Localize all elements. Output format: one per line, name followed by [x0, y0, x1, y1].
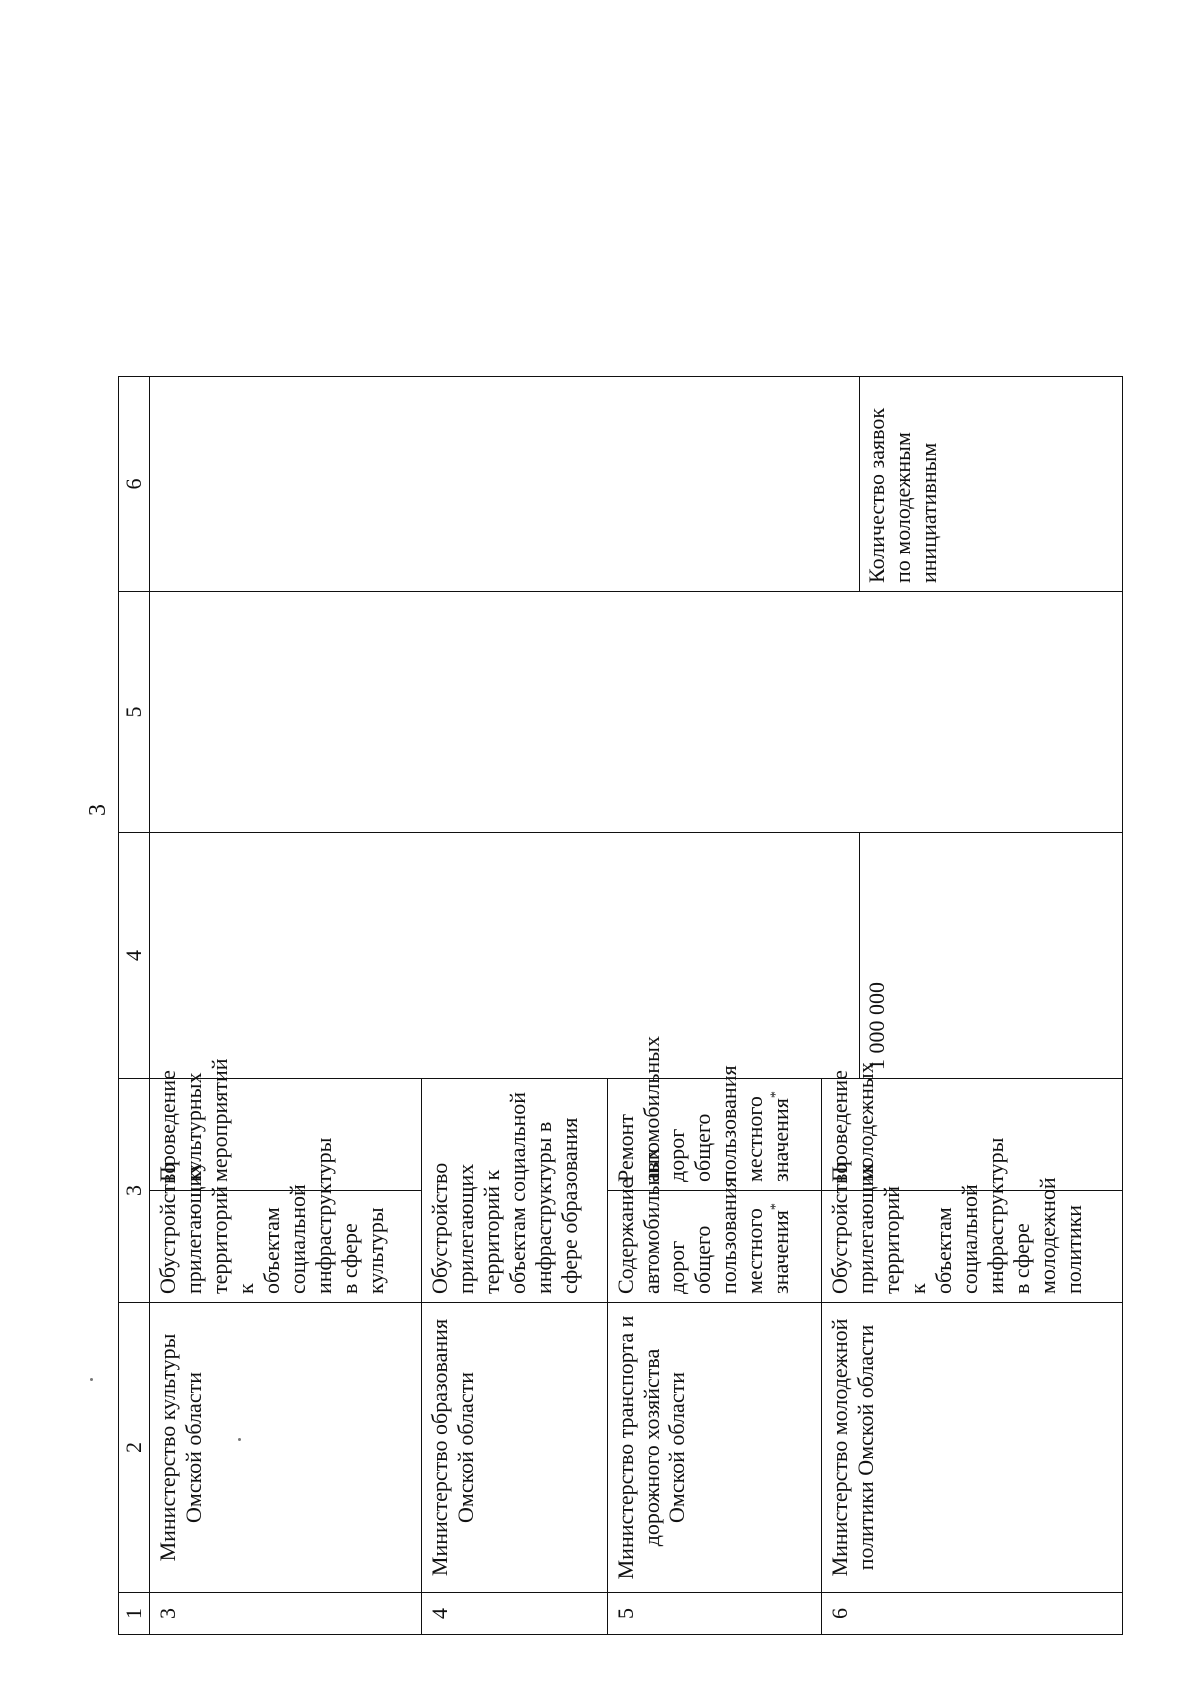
col5-cell: [422, 592, 608, 833]
activity-cell: Обустройство прилегающих территорий к объектам социальной инфраструктуры в сфере культуры: [149, 1191, 421, 1303]
header-row: [119, 55, 150, 1635]
col5-cell: [607, 592, 821, 833]
activity-cell: Обустройство прилегающих территорий к объектам социальной инфраструктуры в сфере образования: [422, 1079, 608, 1303]
criterion-cell: [821, 377, 1122, 592]
criterion-cell: [149, 377, 421, 592]
ministry-name: Министерство культуры Омской области: [149, 1303, 421, 1593]
amount-cell: [149, 833, 421, 1079]
table-row: [607, 55, 821, 1635]
row-number: 5: [607, 1593, 821, 1635]
col-header-6: 6: [119, 377, 150, 592]
col-header-5: 5: [119, 592, 150, 833]
table-row: [149, 55, 421, 1635]
activity-cell: Проведение культурных мероприятий: [149, 1079, 421, 1191]
ministry-name: Министерство образования Омской области: [422, 1303, 608, 1593]
col-header-3: 3: [119, 1079, 150, 1303]
col5-cell: [149, 592, 421, 833]
amount-cell: [821, 833, 1122, 1079]
criterion-cell: [607, 377, 821, 592]
row-number: 3: [149, 1593, 421, 1635]
col-header-2: 2: [119, 1303, 150, 1593]
activity-cell: Обустройство прилегающих территорий к объектам социальной инфраструктуры в сфере молодежной политики: [821, 1191, 1122, 1303]
criterion-text: Количество заявок по молодежным инициативным: [859, 377, 946, 591]
activity-cell: Ремонт автомобильных дорог общего пользования местного значения*: [607, 1079, 821, 1191]
amount-cell: [422, 833, 608, 1079]
ministry-name: Министерство молодежной политики Омской области: [821, 1303, 1122, 1593]
col5-cell: [821, 592, 1122, 833]
row-number: 6: [821, 1593, 1122, 1635]
activity-cell: Проведение молодежных: [821, 1079, 1122, 1191]
table-row: [422, 55, 608, 1635]
ministries-table: [118, 54, 1123, 1635]
row-number: 4: [422, 1593, 608, 1635]
rotated-page: [118, 55, 1123, 1635]
page-number: 3: [85, 804, 111, 816]
col-header-4: 4: [119, 833, 150, 1079]
amount-value: 1 000 000: [859, 833, 894, 1078]
activity-cell: Содержание автомобильных дорог общего пользования местного значения*: [607, 1191, 821, 1303]
scan-speck: [90, 1378, 93, 1381]
table-row: [821, 55, 1122, 1635]
col-header-1: 1: [119, 1593, 150, 1635]
criterion-cell: [422, 377, 608, 592]
ministry-name: Министерство транспорта и дорожного хозяйства Омской области: [607, 1303, 821, 1593]
